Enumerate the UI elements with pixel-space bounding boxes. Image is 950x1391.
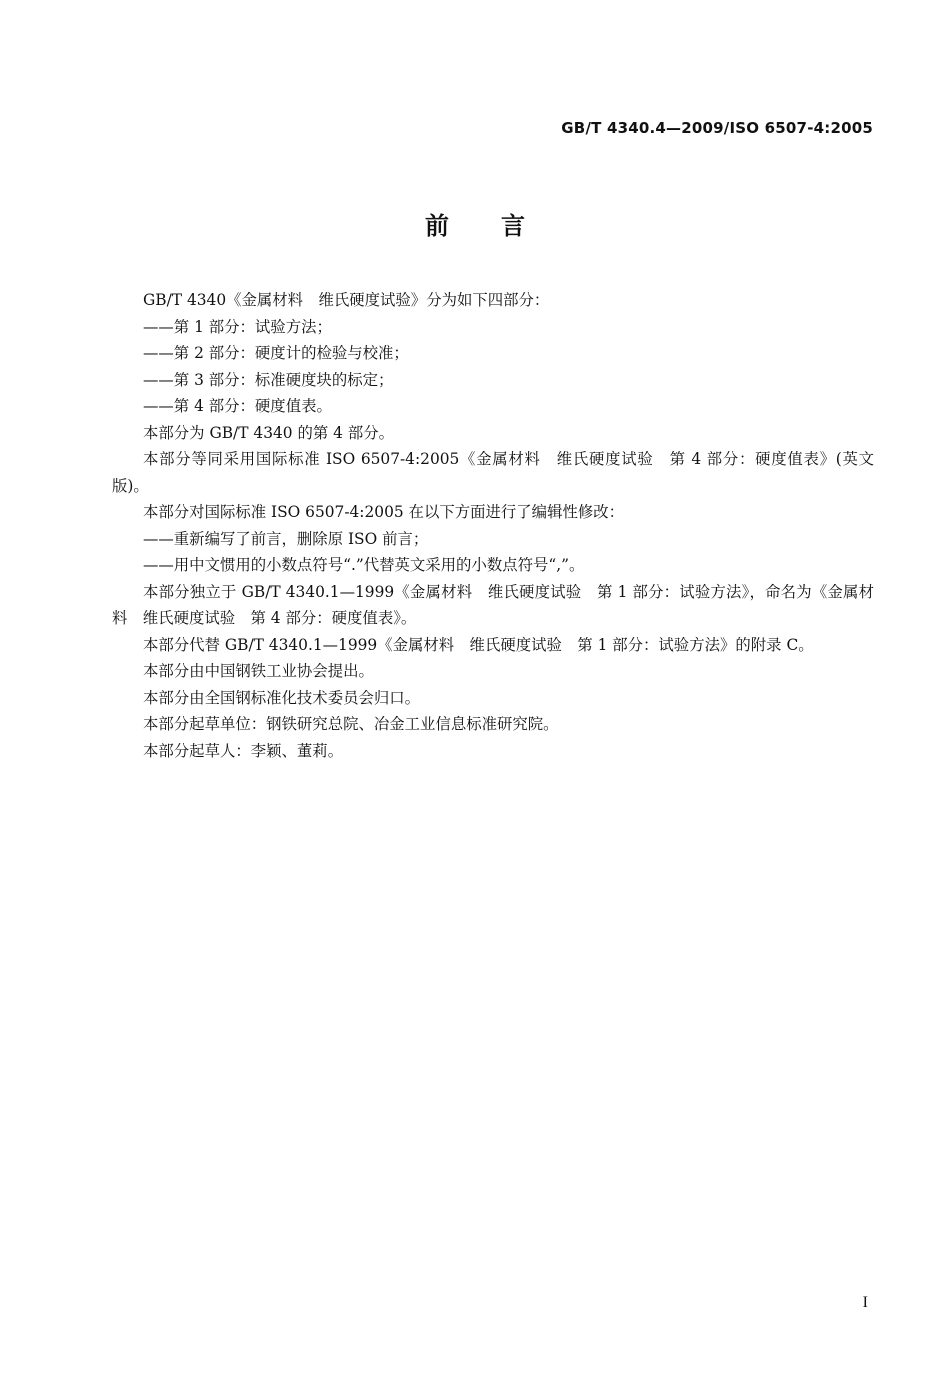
standard-code-header: GB/T 4340.4—2009/ISO 6507-4:2005 [561,119,873,137]
list-item: ——第 4 部分：硬度值表。 [143,397,332,415]
foreword-body [112,287,874,764]
list-item: ——用中文惯用的小数点符号“.”代替英文采用的小数点符号“,”。 [143,556,585,574]
paragraph: 本部分由全国钢标准化技术委员会归口。 [143,688,421,707]
paragraph: 本部分代替 GB/T 4340.1—1999《金属材料 维氏硬度试验 第 1 部分：试验方法》的附录 C。 [143,635,814,654]
list-item: ——第 1 部分：试验方法； [143,317,332,336]
paragraph: 本部分起草人：李颖、董莉。 [143,741,344,760]
list-item: ——第 2 部分：硬度计的检验与校准； [143,344,409,362]
paragraph: 本部分独立于 GB/T 4340.1—1999《金属材料 维氏硬度试验 第 1 部分：试验方法》，命名为《金属材料 维氏硬度试验 第 4 部分：硬度值表》。 [112,582,874,627]
paragraph: GB/T 4340《金属材料 维氏硬度试验》分为如下四部分： [143,291,550,309]
paragraph: 本部分起草单位：钢铁研究总院、冶金工业信息标准研究院。 [143,715,559,733]
list-item: ——第 3 部分：标准硬度块的标定； [143,370,394,389]
page-title-left-char: 前 [425,212,449,240]
page-number: I [862,1294,868,1311]
paragraph: 本部分为 GB/T 4340 的第 4 部分。 [143,423,394,442]
paragraph: 本部分等同采用国际标准 ISO 6507-4:2005《金属材料 维氏硬度试验 第 4 部分：硬度值表》(英文版)。 [112,450,874,495]
page-title [0,206,950,241]
paragraph: 本部分由中国钢铁工业协会提出。 [143,662,374,680]
paragraph: 本部分对国际标准 ISO 6507-4:2005 在以下方面进行了编辑性修改： [143,503,625,521]
list-item: ——重新编写了前言，删除原 ISO 前言； [143,529,429,548]
page-title-right-char: 言 [501,212,525,240]
